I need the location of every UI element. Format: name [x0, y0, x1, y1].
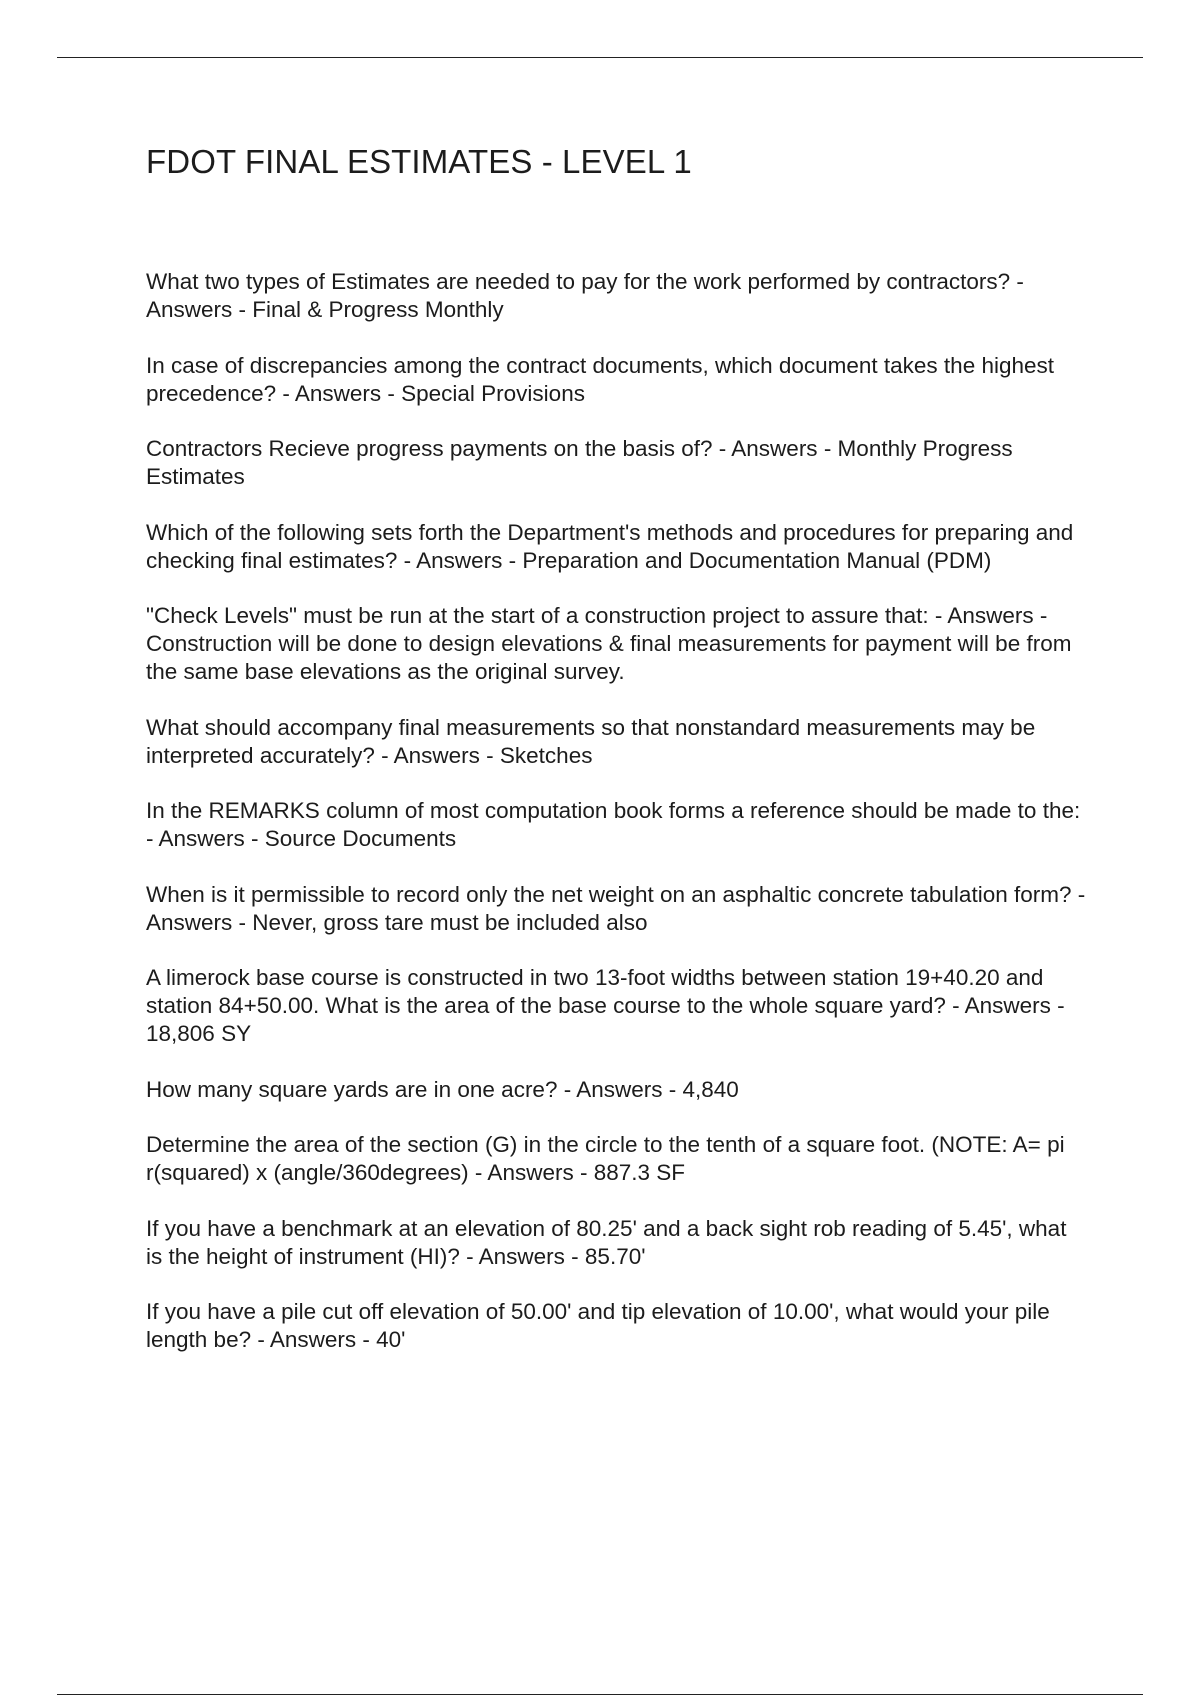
qa-item: Contractors Recieve progress payments on the basis of? - Answers - Monthly Progress Estimates: [146, 436, 1013, 489]
qa-item: "Check Levels" must be run at the start of a construction project to assure that: - Answers - Construction will be done to design elevations & final measurements for payment will be from the same base elevations as the original survey.: [146, 603, 1072, 684]
document-title: FDOT FINAL ESTIMATES - LEVEL 1: [146, 143, 692, 180]
qa-item: If you have a pile cut off elevation of 50.00' and tip elevation of 10.00', what would your pile length be? - Answers - 40': [146, 1299, 1050, 1352]
top-divider: [57, 57, 1143, 58]
qa-item: In case of discrepancies among the contract documents, which document takes the highest precedence? - Answers - Special Provisions: [146, 352, 1055, 406]
qa-item: A limerock base course is constructed in two 13-foot widths between station 19+40.20 and station 84+50.00. What is the area of the base course to the whole square yard? - Answers - 18,806 SY: [146, 965, 1065, 1046]
qa-item: Which of the following sets forth the Department's methods and procedures for preparing and checking final estimates? - Answers - Preparation and Documentation Manual (PDM): [146, 519, 1074, 573]
qa-item: Determine the area of the section (G) in the circle to the tenth of a square foot. (NOTE: A= pi r(squared) x (angle/360degrees) - Answers - 887.3 SF: [146, 1132, 1065, 1185]
qa-item: What two types of Estimates are needed to pay for the work performed by contractors? - Answers - Final & Progress Monthly: [146, 269, 1024, 322]
qa-item: What should accompany final measurements so that nonstandard measurements may be interpreted accurately? - Answers - Sketches: [146, 714, 1036, 768]
bottom-divider: [57, 1694, 1143, 1695]
qa-item: If you have a benchmark at an elevation of 80.25' and a back sight rob reading of 5.45', what is the height of instrument (HI)? - Answers - 85.70': [146, 1215, 1067, 1269]
qa-item: When is it permissible to record only the net weight on an asphaltic concrete tabulation form? - Answers - Never, gross tare must be included also: [146, 881, 1086, 935]
qa-item: In the REMARKS column of most computation book forms a reference should be made to the: - Answers - Source Documents: [146, 798, 1081, 851]
qa-list: [146, 268, 1086, 1354]
qa-item: How many square yards are in one acre? - Answers - 4,840: [146, 1076, 739, 1102]
document-body: [146, 140, 1086, 1382]
